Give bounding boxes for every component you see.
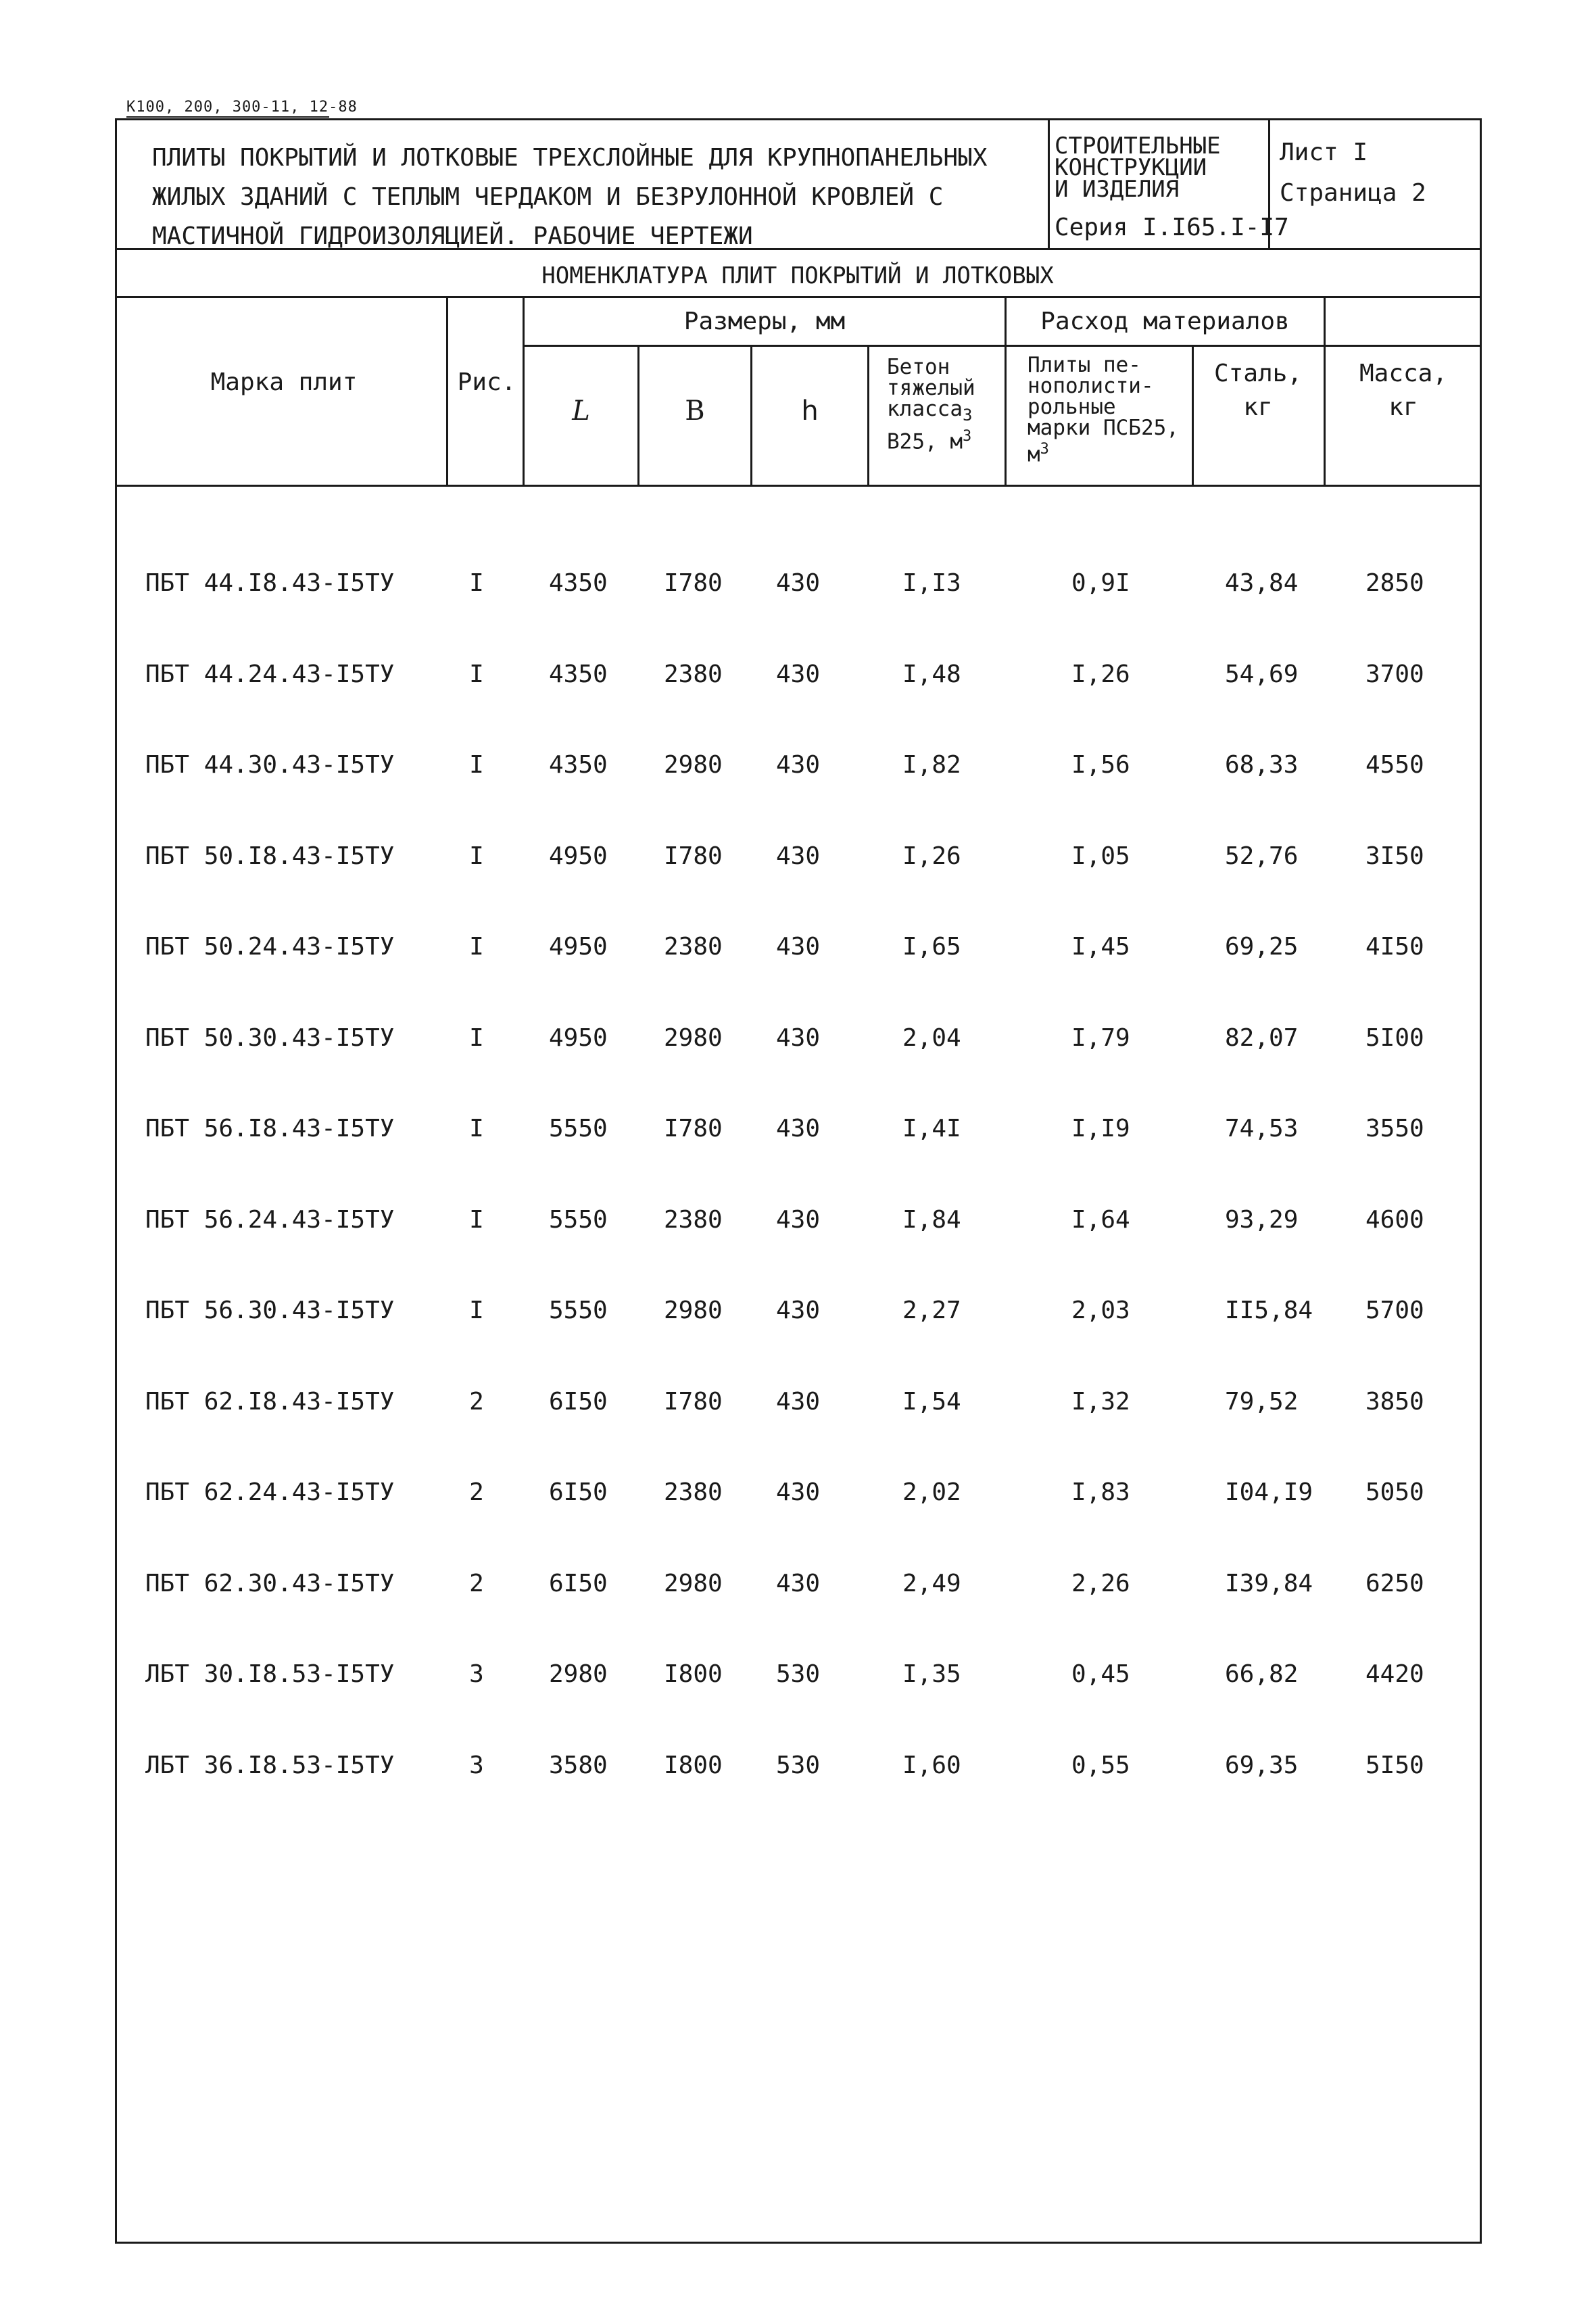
cell-mark: ПБТ 50.I8.43-I5ТУ [145, 842, 395, 870]
cell-width: I780 [664, 1387, 723, 1416]
cell-width: 2980 [664, 1297, 723, 1324]
cell-fig: I [469, 933, 484, 961]
title-block-divider-1 [1048, 118, 1050, 250]
header-plit-2: нополисти- [1027, 374, 1154, 398]
cell-steel: 93,29 [1225, 1205, 1299, 1234]
cell-length: 5550 [549, 1115, 608, 1142]
series-number: Серия I.I65.I-I7 [1055, 214, 1289, 241]
header-beton-4: В25, м [887, 429, 963, 454]
cell-mark: ПБТ 44.24.43-I5ТУ [145, 660, 395, 688]
cell-length: 2980 [549, 1660, 608, 1688]
cell-steel: 74,53 [1225, 1115, 1299, 1142]
cell-width: I780 [664, 569, 723, 597]
cell-length: 4350 [549, 569, 608, 597]
header-beton [887, 357, 1002, 453]
cell-concrete: I,35 [902, 1660, 961, 1688]
cell-steel: 43,84 [1225, 569, 1299, 597]
cell-mass: 5700 [1365, 1297, 1424, 1324]
col-divider-mark [446, 296, 448, 487]
header-plit [1027, 355, 1193, 465]
cell-concrete: 2,27 [902, 1297, 961, 1324]
cell-length: 6I50 [549, 1387, 608, 1416]
cell-foam-plates: 2,26 [1071, 1569, 1130, 1597]
table-row [0, 933, 1596, 973]
cell-mass: 5I00 [1365, 1023, 1424, 1052]
header-sizes: Размеры, мм [683, 308, 846, 335]
cell-mass: 4600 [1365, 1205, 1424, 1234]
series-line-1: СТРОИТЕЛЬНЫЕ [1055, 132, 1221, 160]
cell-mark: ПБТ 56.30.43-I5ТУ [145, 1297, 395, 1324]
table-row [0, 751, 1596, 792]
cell-steel: 54,69 [1225, 660, 1299, 688]
cell-width: 2980 [664, 751, 723, 779]
cell-mass: 3850 [1365, 1387, 1424, 1416]
cell-mass: 6250 [1365, 1569, 1424, 1597]
title-line-3: МАСТИЧНОЙ ГИДРОИЗОЛЯЦИЕЙ. РАБОЧИЕ ЧЕРТЕЖИ [152, 222, 753, 250]
title-line-2: ЖИЛЫХ ЗДАНИЙ С ТЕПЛЫМ ЧЕРДАКОМ И БЕЗРУЛОННОЙ КРОВЛЕЙ С [152, 183, 944, 211]
cell-length: 6I50 [549, 1569, 608, 1597]
cell-foam-plates: I,79 [1071, 1023, 1130, 1052]
sheet-number: Лист I [1280, 139, 1368, 166]
cell-height: 430 [776, 751, 821, 779]
cell-steel: 69,25 [1225, 933, 1299, 961]
cell-fig: I [469, 751, 484, 779]
cell-length: 5550 [549, 1297, 608, 1324]
cell-length: 3580 [549, 1751, 608, 1779]
cell-foam-plates: I,I9 [1071, 1115, 1130, 1142]
cell-steel: 79,52 [1225, 1387, 1299, 1416]
cell-foam-plates: I,56 [1071, 751, 1130, 779]
header-plit-4: марки ПСБ25, [1027, 416, 1179, 440]
cell-fig: I [469, 660, 484, 688]
cell-height: 430 [776, 842, 821, 870]
cell-length: 4950 [549, 1023, 608, 1052]
cell-fig: 2 [469, 1478, 484, 1506]
header-steel-1: Сталь, [1213, 360, 1303, 387]
cell-width: I780 [664, 1115, 723, 1142]
cell-concrete: I,48 [902, 660, 961, 688]
table-row [0, 1570, 1596, 1610]
cell-height: 430 [776, 1297, 821, 1324]
cell-fig: I [469, 1023, 484, 1052]
cell-concrete: I,4I [902, 1115, 961, 1142]
header-plit-3: рольные [1027, 395, 1116, 419]
cell-concrete: I,65 [902, 933, 961, 961]
cell-height: 430 [776, 1115, 821, 1142]
cell-steel: 68,33 [1225, 751, 1299, 779]
header-split-line [523, 345, 1482, 347]
cell-mark: ПБТ 62.I8.43-I5ТУ [145, 1387, 395, 1416]
cell-foam-plates: I,05 [1071, 842, 1130, 870]
cell-fig: 3 [469, 1660, 484, 1688]
header-beton-sup: 3 [962, 428, 972, 445]
cell-width: 2380 [664, 933, 723, 961]
cell-length: 6I50 [549, 1478, 608, 1506]
cell-foam-plates: 0,55 [1071, 1751, 1130, 1779]
table-row [0, 569, 1596, 610]
header-L: L [572, 395, 590, 427]
header-beton-3: класса [887, 397, 963, 421]
cell-mass: 5050 [1365, 1478, 1424, 1506]
cell-width: 2380 [664, 660, 723, 688]
cell-foam-plates: I,26 [1071, 660, 1130, 688]
cell-foam-plates: 0,45 [1071, 1660, 1130, 1688]
header-mass [1326, 357, 1481, 425]
cell-concrete: I,26 [902, 842, 961, 870]
cell-concrete: 2,04 [902, 1023, 961, 1052]
table-row [0, 1297, 1596, 1337]
cell-mark: ПБТ 56.I8.43-I5ТУ [145, 1115, 395, 1142]
cell-mark: ЛБТ 30.I8.53-I5ТУ [145, 1660, 395, 1688]
cell-height: 530 [776, 1660, 821, 1688]
cell-length: 4350 [549, 751, 608, 779]
cell-mark: ПБТ 62.24.43-I5ТУ [145, 1478, 395, 1506]
cell-mass: 2850 [1365, 569, 1424, 597]
cell-fig: I [469, 1115, 484, 1142]
header-plit-5-row [1027, 439, 1193, 465]
cell-length: 4950 [549, 842, 608, 870]
table-row [0, 1024, 1596, 1065]
header-steel-2: кг [1243, 393, 1273, 421]
cell-fig: I [469, 1297, 484, 1324]
header-plit-sup: 3 [1040, 441, 1049, 458]
cell-height: 430 [776, 569, 821, 597]
header-beton-3-row [887, 399, 1002, 426]
cell-concrete: 2,49 [902, 1569, 961, 1597]
table-row [0, 660, 1596, 701]
sheet-frame [115, 118, 1482, 2244]
cell-fig: I [469, 569, 484, 597]
cell-fig: I [469, 1205, 484, 1234]
cell-width: I800 [664, 1751, 723, 1779]
cell-fig: 3 [469, 1751, 484, 1779]
header-mass-1: Масса, [1359, 360, 1448, 387]
cell-width: I780 [664, 842, 723, 870]
cell-mark: ПБТ 50.24.43-I5ТУ [145, 933, 395, 961]
cell-mark: ПБТ 50.30.43-I5ТУ [145, 1023, 395, 1052]
table-row [0, 842, 1596, 883]
table-row [0, 1388, 1596, 1428]
cell-steel: 69,35 [1225, 1751, 1299, 1779]
cell-height: 530 [776, 1751, 821, 1779]
cell-concrete: 2,02 [902, 1478, 961, 1506]
header-plit-1: Плиты пе- [1027, 353, 1141, 377]
cell-height: 430 [776, 1478, 821, 1506]
header-steel [1194, 357, 1322, 425]
cell-fig: I [469, 842, 484, 870]
cell-height: 430 [776, 933, 821, 961]
cell-foam-plates: I,32 [1071, 1387, 1130, 1416]
sheet-info [1280, 132, 1426, 214]
cell-mass: 4420 [1365, 1660, 1424, 1688]
cell-height: 430 [776, 660, 821, 688]
header-mass-2: кг [1388, 393, 1418, 421]
cell-mass: 3550 [1365, 1115, 1424, 1142]
table-row [0, 1206, 1596, 1247]
cell-mark: ПБТ 44.I8.43-I5ТУ [145, 569, 395, 597]
cell-steel: 82,07 [1225, 1023, 1299, 1052]
col-divider-H [867, 345, 869, 487]
cell-mass: 4I50 [1365, 933, 1424, 961]
header-beton-1: Бетон [887, 355, 950, 379]
cell-steel: 52,76 [1225, 842, 1299, 870]
series-block [1055, 132, 1221, 203]
cell-concrete: I,I3 [902, 569, 961, 597]
cell-mark: ЛБТ 36.I8.53-I5ТУ [145, 1751, 395, 1779]
cell-width: I800 [664, 1660, 723, 1688]
header-fig: Рис. [457, 368, 516, 396]
title-line-1: ПЛИТЫ ПОКРЫТИЙ И ЛОТКОВЫЕ ТРЕХСЛОЙНЫЕ ДЛЯ КРУПНОПАНЕЛЬНЫХ [152, 144, 988, 172]
table-row [0, 1115, 1596, 1155]
cell-height: 430 [776, 1387, 821, 1416]
cell-mass: 4550 [1365, 751, 1424, 779]
cell-length: 4950 [549, 933, 608, 961]
cell-steel: 66,82 [1225, 1660, 1299, 1688]
table-title-bottom-line [115, 296, 1482, 298]
cell-height: 430 [776, 1569, 821, 1597]
cell-concrete: I,54 [902, 1387, 961, 1416]
cell-steel: I39,84 [1225, 1569, 1313, 1597]
cell-foam-plates: I,64 [1071, 1205, 1130, 1234]
cell-steel: II5,84 [1225, 1297, 1313, 1324]
series-line-2: КОНСТРУКЦИИ [1055, 154, 1207, 181]
cell-concrete: I,60 [902, 1751, 961, 1779]
cell-mass: 3700 [1365, 660, 1424, 688]
cell-width: 2980 [664, 1023, 723, 1052]
header-H: h [801, 395, 819, 427]
cell-mass: 5I50 [1365, 1751, 1424, 1779]
cell-mark: ПБТ 62.30.43-I5ТУ [145, 1569, 395, 1597]
cell-length: 4350 [549, 660, 608, 688]
cell-steel: I04,I9 [1225, 1478, 1313, 1506]
cell-foam-plates: I,83 [1071, 1478, 1130, 1506]
cell-mass: 3I50 [1365, 842, 1424, 870]
table-row [0, 1478, 1596, 1519]
cell-foam-plates: 2,03 [1071, 1297, 1130, 1324]
cell-mark: ПБТ 56.24.43-I5ТУ [145, 1205, 395, 1234]
document-title [152, 139, 1031, 256]
page-number: Страница 2 [1280, 179, 1426, 207]
header-mark: Марка плит [210, 368, 358, 396]
cell-fig: 2 [469, 1387, 484, 1416]
cell-width: 2380 [664, 1478, 723, 1506]
code-underline [126, 116, 329, 118]
cell-mark: ПБТ 44.30.43-I5ТУ [145, 751, 395, 779]
cell-foam-plates: 0,9I [1071, 569, 1130, 597]
cell-length: 5550 [549, 1205, 608, 1234]
header-beton-sub: 3 [962, 406, 973, 425]
table-row [0, 1752, 1596, 1792]
header-materials: Расход материалов [1040, 308, 1290, 335]
series-line-3: И ИЗДЕЛИЯ [1055, 176, 1180, 203]
header-plit-5: м [1027, 442, 1040, 467]
cell-concrete: I,82 [902, 751, 961, 779]
cell-fig: 2 [469, 1569, 484, 1597]
table-title: НОМЕНКЛАТУРА ПЛИТ ПОКРЫТИЙ И ЛОТКОВЫХ [541, 262, 1054, 289]
cell-width: 2980 [664, 1569, 723, 1597]
cell-width: 2380 [664, 1205, 723, 1234]
table-row [0, 1660, 1596, 1701]
header-beton-4-row [887, 426, 1002, 452]
header-B: B [685, 395, 705, 427]
document-code: К100, 200, 300-11, 12-88 [126, 99, 358, 116]
header-beton-2: тяжелый [887, 376, 975, 400]
cell-height: 430 [776, 1023, 821, 1052]
cell-concrete: I,84 [902, 1205, 961, 1234]
header-bottom-line [115, 485, 1482, 487]
cell-foam-plates: I,45 [1071, 933, 1130, 961]
cell-height: 430 [776, 1205, 821, 1234]
